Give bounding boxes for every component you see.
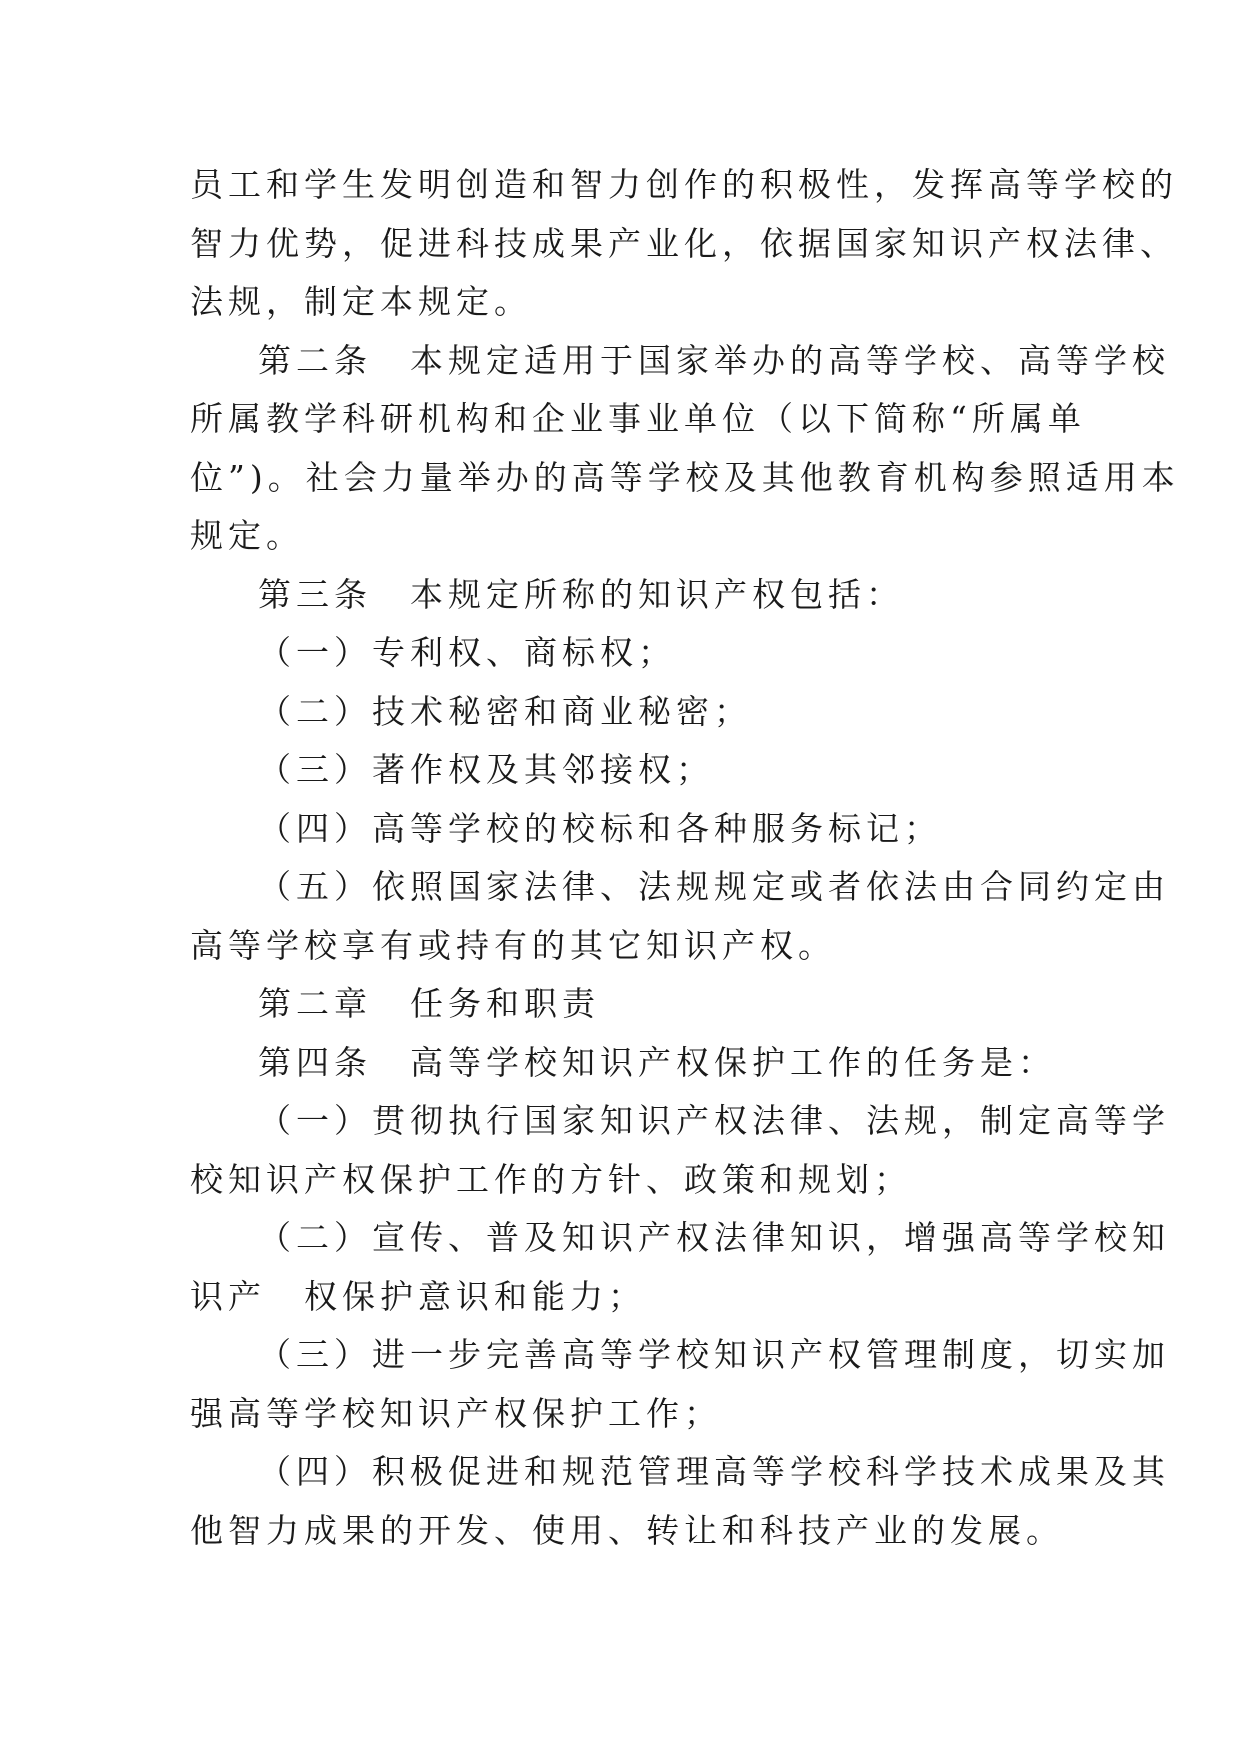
article-2-heading-line: 第二条 本规定适用于国家举办的高等学校、高等学校 (258, 340, 1170, 380)
text-line: 校知识产权保护工作的方针、政策和规划； (190, 1159, 912, 1199)
list-item: （三）进一步完善高等学校知识产权管理制度，切实加 (258, 1335, 1170, 1374)
list-item: （一）专利权、商标权； (258, 633, 676, 672)
text-line: 他智力成果的开发、使用、转让和科技产业的发展。 (190, 1510, 1064, 1550)
list-item: （二）技术秘密和商业秘密； (258, 691, 752, 731)
document-body (190, 156, 1180, 1560)
chapter-heading: 第二章 任务和职责 (258, 984, 600, 1023)
text-line: 法规，制定本规定。 (190, 282, 532, 321)
text-line: 规定。 (190, 516, 304, 555)
list-item: （五）依照国家法律、法规规定或者依法由合同约定由 (258, 867, 1170, 906)
article-4-heading-line: 第四条 高等学校知识产权保护工作的任务是： (258, 1042, 1056, 1082)
article-3-heading-line: 第三条 本规定所称的知识产权包括： (258, 574, 904, 614)
list-item: （四）高等学校的校标和各种服务标记； (258, 808, 942, 848)
text-line: 位”)。社会力量举办的高等学校及其他教育机构参照适用本 (190, 457, 1180, 497)
text-line: 员工和学生发明创造和智力创作的积极性，发挥高等学校的 (190, 165, 1178, 204)
text-line: 强高等学校知识产权保护工作； (190, 1393, 722, 1433)
list-item: （四）积极促进和规范管理高等学校科学技术成果及其 (258, 1452, 1170, 1491)
text-line: 识产 权保护意识和能力； (190, 1276, 646, 1316)
list-item: （一）贯彻执行国家知识产权法律、法规，制定高等学 (258, 1101, 1170, 1140)
text-line: 高等学校享有或持有的其它知识产权。 (190, 925, 836, 965)
list-item: （二）宣传、普及知识产权法律知识，增强高等学校知 (258, 1218, 1170, 1257)
text-line: 所属教学科研机构和企业事业单位（以下简称“所属单 (190, 399, 1086, 438)
text-line: 智力优势，促进科技成果产业化，依据国家知识产权法律、 (190, 223, 1178, 263)
list-item: （三）著作权及其邻接权； (258, 750, 714, 789)
